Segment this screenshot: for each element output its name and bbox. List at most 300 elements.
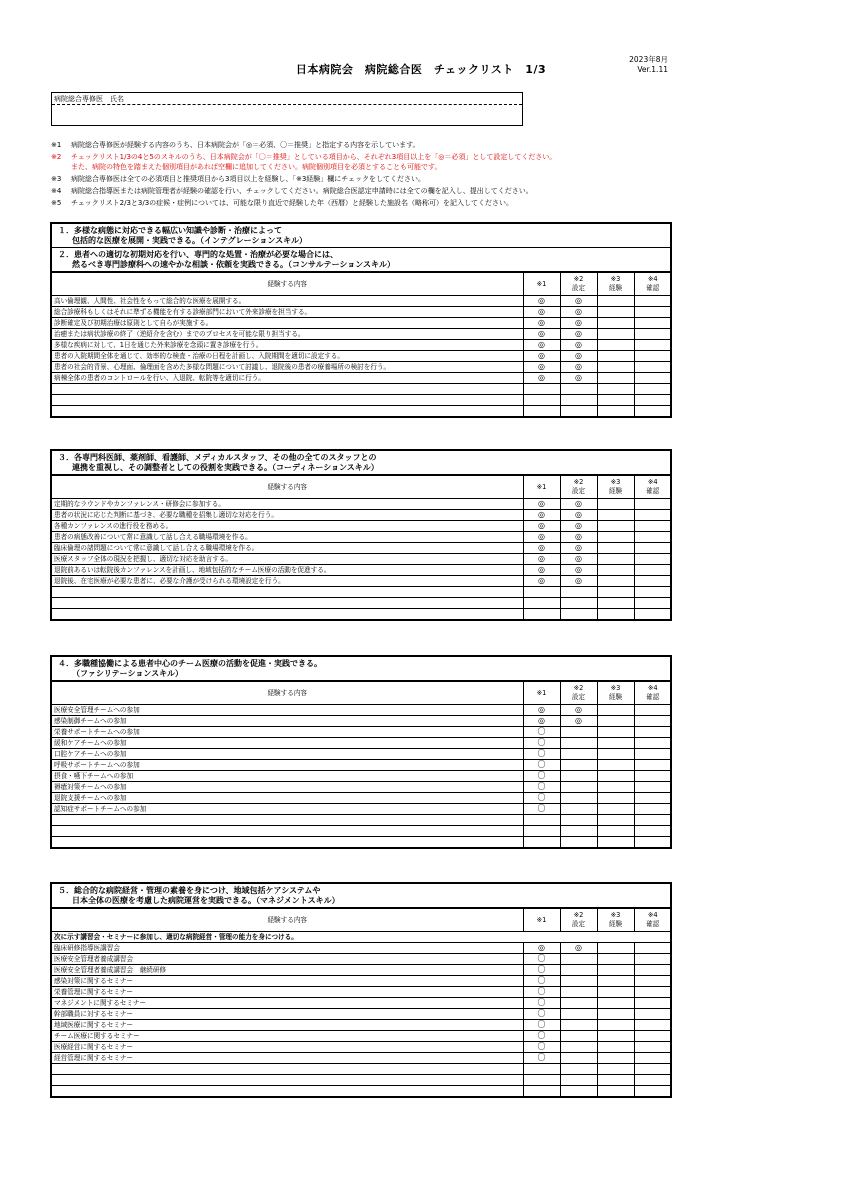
setting-cell[interactable]: [560, 804, 597, 815]
experience-check-cell[interactable]: [597, 329, 634, 340]
experience-check-cell[interactable]: [597, 384, 634, 395]
item-text: 定期的なラウンドやカンファレンス・研修会に参加する。: [52, 499, 523, 510]
confirm-column-header: [634, 476, 671, 499]
setting-cell[interactable]: ◎: [560, 510, 597, 521]
required-mark: ◎: [523, 340, 560, 351]
column-label: 設定: [571, 920, 586, 928]
experience-check-cell[interactable]: [597, 826, 634, 837]
column-mark: ※2: [573, 911, 584, 919]
setting-cell[interactable]: ◎: [560, 943, 597, 954]
note-item: [51, 198, 671, 208]
item-text: [52, 598, 523, 609]
table-row: [52, 943, 671, 954]
table-row: [52, 609, 671, 620]
experience-check-cell[interactable]: [597, 521, 634, 532]
confirm-check-cell[interactable]: [634, 1031, 671, 1042]
table-row: [52, 554, 671, 565]
experience-check-cell[interactable]: [597, 987, 634, 998]
table-row: [52, 793, 671, 804]
confirm-check-cell[interactable]: [634, 609, 671, 620]
table-row: [52, 965, 671, 976]
confirm-check-cell[interactable]: [634, 716, 671, 727]
required-mark: ◎: [523, 362, 560, 373]
setting-cell[interactable]: [560, 1075, 597, 1086]
note-mark: ※5: [51, 199, 62, 207]
experience-column-header: [597, 273, 634, 296]
required-mark: [523, 1086, 560, 1097]
confirm-check-cell[interactable]: [634, 749, 671, 760]
experience-check-cell[interactable]: [597, 510, 634, 521]
experience-check-cell[interactable]: [597, 998, 634, 1009]
table-row: [52, 510, 671, 521]
item-text: [52, 837, 523, 848]
setting-cell[interactable]: ◎: [560, 307, 597, 318]
confirm-check-cell[interactable]: [634, 318, 671, 329]
experience-check-cell[interactable]: [597, 837, 634, 848]
skill-heading-line: 連携を重視し、その調整者としての役割を実践できる。（コーディネーションスキル）: [72, 463, 379, 472]
confirm-check-cell[interactable]: [634, 954, 671, 965]
confirm-check-cell[interactable]: [634, 307, 671, 318]
skill-section: [50, 449, 672, 621]
confirm-check-cell[interactable]: [634, 521, 671, 532]
column-mark: ※4: [647, 275, 658, 283]
confirm-check-cell[interactable]: [634, 510, 671, 521]
confirm-check-cell[interactable]: [634, 1064, 671, 1075]
setting-cell[interactable]: [560, 1020, 597, 1031]
experience-check-cell[interactable]: [597, 1009, 634, 1020]
column-label: 確認: [646, 284, 660, 292]
required-mark: ◎: [523, 307, 560, 318]
required-mark: 〇: [523, 782, 560, 793]
table-row: [52, 373, 671, 384]
setting-cell[interactable]: [560, 954, 597, 965]
experience-check-cell[interactable]: [597, 727, 634, 738]
experience-check-cell[interactable]: [597, 576, 634, 587]
confirm-check-cell[interactable]: [634, 793, 671, 804]
experience-check-cell[interactable]: [597, 760, 634, 771]
confirm-column-header: [634, 909, 671, 932]
document-date: 2023年8月: [629, 55, 668, 64]
experience-check-cell[interactable]: [597, 1086, 634, 1097]
experience-check-cell[interactable]: [597, 1042, 634, 1053]
confirm-check-cell[interactable]: [634, 771, 671, 782]
item-text: 呼吸サポートチームへの参加: [52, 760, 523, 771]
item-text: [52, 1064, 523, 1075]
confirm-check-cell[interactable]: [634, 329, 671, 340]
content-column-header: 経験する内容: [52, 682, 523, 705]
item-text: 各種カンファレンスの進行役を務める。: [52, 521, 523, 532]
experience-check-cell[interactable]: [597, 373, 634, 384]
experience-check-cell[interactable]: [597, 406, 634, 417]
item-text: 治癒または病状診療の終了（逆紹介を含む）までのプロセスを可能な限り担当する。: [52, 329, 523, 340]
confirm-check-cell[interactable]: [634, 727, 671, 738]
table-subheading: 次に示す講習会・セミナーに参加し、適切な病院経営・管理の能力を身につける。: [52, 932, 671, 943]
setting-cell[interactable]: [560, 793, 597, 804]
experience-column-header: [597, 909, 634, 932]
experience-check-cell[interactable]: [597, 965, 634, 976]
required-mark: 〇: [523, 987, 560, 998]
table-row: [52, 329, 671, 340]
experience-check-cell[interactable]: [597, 554, 634, 565]
setting-cell[interactable]: [560, 609, 597, 620]
setting-cell[interactable]: [560, 998, 597, 1009]
setting-cell[interactable]: ◎: [560, 565, 597, 576]
item-text: [52, 1075, 523, 1086]
column-label: 確認: [646, 693, 660, 701]
experience-check-cell[interactable]: [597, 362, 634, 373]
setting-cell[interactable]: ◎: [560, 521, 597, 532]
confirm-check-cell[interactable]: [634, 804, 671, 815]
experience-check-cell[interactable]: [597, 815, 634, 826]
experience-check-cell[interactable]: [597, 609, 634, 620]
confirm-check-cell[interactable]: [634, 587, 671, 598]
setting-cell[interactable]: [560, 965, 597, 976]
table-row: [52, 1020, 671, 1031]
item-text: 患者の状況に応じた判断に基づき、必要な職種を招集し適切な対応を行う。: [52, 510, 523, 521]
item-text: 退院支援チームへの参加: [52, 793, 523, 804]
item-text: 摂食・嚥下チームへの参加: [52, 771, 523, 782]
confirm-check-cell[interactable]: [634, 998, 671, 1009]
experience-check-cell[interactable]: [597, 1075, 634, 1086]
experience-column-header: [597, 682, 634, 705]
table-row: [52, 804, 671, 815]
column-label: 経験: [608, 693, 623, 701]
note-item: [51, 152, 671, 172]
confirm-check-cell[interactable]: [634, 782, 671, 793]
column-label: 確認: [646, 487, 660, 495]
confirm-check-cell[interactable]: [634, 1009, 671, 1020]
confirm-check-cell[interactable]: [634, 837, 671, 848]
experience-check-cell[interactable]: [597, 738, 634, 749]
setting-cell[interactable]: ◎: [560, 554, 597, 565]
required-mark: [523, 384, 560, 395]
skill-section: [50, 655, 672, 849]
setting-cell[interactable]: [560, 1053, 597, 1064]
confirm-check-cell[interactable]: [634, 965, 671, 976]
confirm-check-cell[interactable]: [634, 543, 671, 554]
confirm-check-cell[interactable]: [634, 576, 671, 587]
setting-column-header: [560, 476, 597, 499]
confirm-check-cell[interactable]: [634, 1020, 671, 1031]
experience-check-cell[interactable]: [597, 296, 634, 307]
confirm-check-cell[interactable]: [634, 532, 671, 543]
required-mark: [523, 815, 560, 826]
experience-check-cell[interactable]: [597, 804, 634, 815]
item-text: [52, 815, 523, 826]
table-row: [52, 543, 671, 554]
column-mark: ※2: [573, 478, 584, 486]
table-row: [52, 837, 671, 848]
setting-cell[interactable]: ◎: [560, 296, 597, 307]
required-mark: [523, 406, 560, 417]
setting-cell[interactable]: [560, 760, 597, 771]
confirm-check-cell[interactable]: [634, 395, 671, 406]
setting-cell[interactable]: [560, 1031, 597, 1042]
skill-heading: [52, 451, 670, 475]
required-mark: ◎: [523, 576, 560, 587]
setting-cell[interactable]: ◎: [560, 329, 597, 340]
required-mark: ◎: [523, 318, 560, 329]
confirm-check-cell[interactable]: [634, 373, 671, 384]
skill-heading-line: 包括的な医療を展開・実践できる。（インテグレーションスキル）: [72, 236, 308, 245]
setting-cell[interactable]: [560, 395, 597, 406]
required-mark: 〇: [523, 738, 560, 749]
skill-heading-line: １．多様な病態に対応できる幅広い知識や診断・治療によって: [58, 226, 282, 235]
note-text: チェックリスト2/3と3/3の症候・症例については、可能な限り直近で経験した年（西暦）と経験した施設名（略称可）を記入してください。: [71, 199, 514, 207]
setting-cell[interactable]: [560, 771, 597, 782]
item-text: 幹部職員に対するセミナー: [52, 1009, 523, 1020]
setting-cell[interactable]: ◎: [560, 532, 597, 543]
experience-check-cell[interactable]: [597, 318, 634, 329]
confirm-check-cell[interactable]: [634, 1075, 671, 1086]
confirm-check-cell[interactable]: [634, 499, 671, 510]
required-mark: ◎: [523, 532, 560, 543]
required-mark: [523, 587, 560, 598]
item-text: 緩和ケアチームへの参加: [52, 738, 523, 749]
required-mark: [523, 395, 560, 406]
experience-check-cell[interactable]: [597, 307, 634, 318]
experience-check-cell[interactable]: [597, 340, 634, 351]
table-row: [52, 307, 671, 318]
confirm-check-cell[interactable]: [634, 1053, 671, 1064]
confirm-check-cell[interactable]: [634, 351, 671, 362]
table-row: [52, 395, 671, 406]
experience-check-cell[interactable]: [597, 395, 634, 406]
confirm-check-cell[interactable]: [634, 943, 671, 954]
setting-cell[interactable]: ◎: [560, 499, 597, 510]
setting-cell[interactable]: [560, 598, 597, 609]
table-row: [52, 738, 671, 749]
experience-check-cell[interactable]: [597, 954, 634, 965]
confirm-check-cell[interactable]: [634, 406, 671, 417]
required-mark: 〇: [523, 976, 560, 987]
item-text: 医療安全管理者養成講習会 継続研修: [52, 965, 523, 976]
required-mark: 〇: [523, 804, 560, 815]
setting-cell[interactable]: [560, 749, 597, 760]
experience-check-cell[interactable]: [597, 943, 634, 954]
setting-cell[interactable]: [560, 826, 597, 837]
confirm-check-cell[interactable]: [634, 565, 671, 576]
required-column-header: ※1: [523, 476, 560, 499]
confirm-check-cell[interactable]: [634, 815, 671, 826]
experience-check-cell[interactable]: [597, 499, 634, 510]
table-row: [52, 340, 671, 351]
required-mark: 〇: [523, 1042, 560, 1053]
confirm-column-header: [634, 273, 671, 296]
note-mark: ※1: [51, 141, 62, 149]
item-text: 栄養管理に関するセミナー: [52, 987, 523, 998]
table-row: [52, 318, 671, 329]
item-text: 臨床倫理の諸問題について常に意識して話し合える職場環境を作る。: [52, 543, 523, 554]
table-row: [52, 976, 671, 987]
required-mark: ◎: [523, 373, 560, 384]
setting-cell[interactable]: [560, 727, 597, 738]
experience-check-cell[interactable]: [597, 749, 634, 760]
item-text: 病棟全体の患者のコントロールを行い、入退院、転院等を適切に行う。: [52, 373, 523, 384]
skill-heading-line: ４．多職種協働による患者中心のチーム医療の活動を促進・実践できる。: [58, 659, 322, 668]
experience-check-cell[interactable]: [597, 543, 634, 554]
setting-cell[interactable]: [560, 987, 597, 998]
experience-check-cell[interactable]: [597, 351, 634, 362]
name-divider: [52, 104, 522, 105]
confirm-check-cell[interactable]: [634, 705, 671, 716]
experience-check-cell[interactable]: [597, 716, 634, 727]
confirm-check-cell[interactable]: [634, 987, 671, 998]
experience-check-cell[interactable]: [597, 1020, 634, 1031]
experience-check-cell[interactable]: [597, 587, 634, 598]
item-text: [52, 587, 523, 598]
column-label: 設定: [571, 693, 586, 701]
confirm-check-cell[interactable]: [634, 1042, 671, 1053]
required-mark: [523, 826, 560, 837]
setting-cell[interactable]: ◎: [560, 576, 597, 587]
setting-cell[interactable]: [560, 1009, 597, 1020]
setting-cell[interactable]: ◎: [560, 362, 597, 373]
item-text: 医療スタッフ全体の現況を把握し、適切な対応を助言する。: [52, 554, 523, 565]
item-text: 地域医療に関するセミナー: [52, 1020, 523, 1031]
experience-check-cell[interactable]: [597, 1064, 634, 1075]
item-text: 認知症サポートチームへの参加: [52, 804, 523, 815]
confirm-check-cell[interactable]: [634, 296, 671, 307]
required-mark: 〇: [523, 965, 560, 976]
skill-heading: [52, 657, 670, 681]
table-row: [52, 406, 671, 417]
note-text: 病院総合専修医は全ての必須項目と推奨項目から3項目以上を経験し、「※3経験」欄にチェックをしてください。: [71, 175, 426, 183]
column-label: 経験: [608, 920, 623, 928]
setting-cell[interactable]: [560, 406, 597, 417]
table-row: [52, 362, 671, 373]
table-header-row: [52, 476, 671, 499]
item-text: 経営管理に関するセミナー: [52, 1053, 523, 1064]
column-mark: ※4: [647, 684, 658, 692]
column-mark: ※3: [610, 911, 621, 919]
notes-list: [51, 140, 671, 210]
setting-cell[interactable]: [560, 1086, 597, 1097]
required-mark: ◎: [523, 296, 560, 307]
skill-heading: [52, 248, 670, 272]
required-column-header: ※1: [523, 273, 560, 296]
setting-cell[interactable]: [560, 587, 597, 598]
experience-check-cell[interactable]: [597, 532, 634, 543]
note-item: [51, 174, 671, 184]
table-subheading-row: [52, 932, 671, 943]
required-column-header: ※1: [523, 682, 560, 705]
note-item: [51, 186, 671, 196]
table-row: [52, 351, 671, 362]
table-row: [52, 1086, 671, 1097]
setting-column-header: [560, 909, 597, 932]
experience-check-cell[interactable]: [597, 598, 634, 609]
note-mark: ※2: [51, 153, 62, 161]
confirm-check-cell[interactable]: [634, 340, 671, 351]
setting-cell[interactable]: [560, 815, 597, 826]
confirm-check-cell[interactable]: [634, 384, 671, 395]
setting-cell[interactable]: ◎: [560, 373, 597, 384]
confirm-column-header: [634, 682, 671, 705]
confirm-check-cell[interactable]: [634, 976, 671, 987]
experience-check-cell[interactable]: [597, 782, 634, 793]
confirm-check-cell[interactable]: [634, 826, 671, 837]
setting-cell[interactable]: ◎: [560, 716, 597, 727]
required-mark: ◎: [523, 543, 560, 554]
note-mark: ※4: [51, 187, 62, 195]
setting-cell[interactable]: ◎: [560, 543, 597, 554]
item-text: 診断確定及び初期治療は原則として自らが実施する。: [52, 318, 523, 329]
required-mark: ◎: [523, 943, 560, 954]
required-mark: ◎: [523, 329, 560, 340]
setting-column-header: [560, 682, 597, 705]
confirm-check-cell[interactable]: [634, 738, 671, 749]
item-text: [52, 384, 523, 395]
experience-check-cell[interactable]: [597, 793, 634, 804]
item-text: 口腔ケアチームへの参加: [52, 749, 523, 760]
experience-check-cell[interactable]: [597, 565, 634, 576]
column-mark: ※4: [647, 478, 658, 486]
required-mark: ◎: [523, 716, 560, 727]
checklist-table: [52, 908, 671, 1096]
note-text: 病院総合指導医または病院管理者が経験の確認を行い、チェックしてください。病院総合医認定申請時には全ての欄を記入し、提出してください。: [71, 187, 533, 195]
note-text: また、病院の特色を踏まえた個別項目があれば空欄に追加してください。病院個別項目を必須とすることも可能です。: [71, 163, 442, 171]
table-row: [52, 1042, 671, 1053]
column-label: 経験: [608, 487, 623, 495]
confirm-check-cell[interactable]: [634, 598, 671, 609]
confirm-check-cell[interactable]: [634, 362, 671, 373]
experience-check-cell[interactable]: [597, 771, 634, 782]
table-header-row: [52, 909, 671, 932]
required-mark: ◎: [523, 565, 560, 576]
content-column-header: 経験する内容: [52, 909, 523, 932]
required-mark: 〇: [523, 998, 560, 1009]
table-row: [52, 705, 671, 716]
setting-cell[interactable]: [560, 976, 597, 987]
confirm-check-cell[interactable]: [634, 760, 671, 771]
table-row: [52, 576, 671, 587]
column-mark: ※3: [610, 275, 621, 283]
item-text: 褥瘡対策チームへの参加: [52, 782, 523, 793]
confirm-check-cell[interactable]: [634, 1086, 671, 1097]
table-row: [52, 716, 671, 727]
setting-cell[interactable]: ◎: [560, 318, 597, 329]
required-mark: ◎: [523, 510, 560, 521]
item-text: 栄養サポートチームへの参加: [52, 727, 523, 738]
experience-check-cell[interactable]: [597, 1053, 634, 1064]
item-text: [52, 395, 523, 406]
setting-cell[interactable]: [560, 1042, 597, 1053]
experience-check-cell[interactable]: [597, 705, 634, 716]
experience-check-cell[interactable]: [597, 1031, 634, 1042]
table-row: [52, 1031, 671, 1042]
item-text: [52, 826, 523, 837]
experience-check-cell[interactable]: [597, 976, 634, 987]
setting-cell[interactable]: ◎: [560, 351, 597, 362]
setting-cell[interactable]: [560, 837, 597, 848]
skill-heading-line: 然るべき専門診療科への速やかな相談・依頼を実践できる。（コンサルテーションスキル）: [72, 260, 395, 269]
checklist-table: [52, 475, 671, 619]
confirm-check-cell[interactable]: [634, 554, 671, 565]
setting-cell[interactable]: [560, 1064, 597, 1075]
item-text: 患者の社会的背景、心理面、倫理面を含めた多様な問題について討議し、退院後の患者の療養場所の検討を行う。: [52, 362, 523, 373]
setting-cell[interactable]: ◎: [560, 705, 597, 716]
setting-cell[interactable]: ◎: [560, 340, 597, 351]
setting-cell[interactable]: [560, 782, 597, 793]
item-text: 感染制御チームへの参加: [52, 716, 523, 727]
setting-cell[interactable]: [560, 738, 597, 749]
required-mark: ◎: [523, 351, 560, 362]
table-row: [52, 954, 671, 965]
setting-cell[interactable]: [560, 384, 597, 395]
note-item: [51, 140, 671, 150]
item-text: 患者の病態改善について常に意識して話し合える職場環境を作る。: [52, 532, 523, 543]
